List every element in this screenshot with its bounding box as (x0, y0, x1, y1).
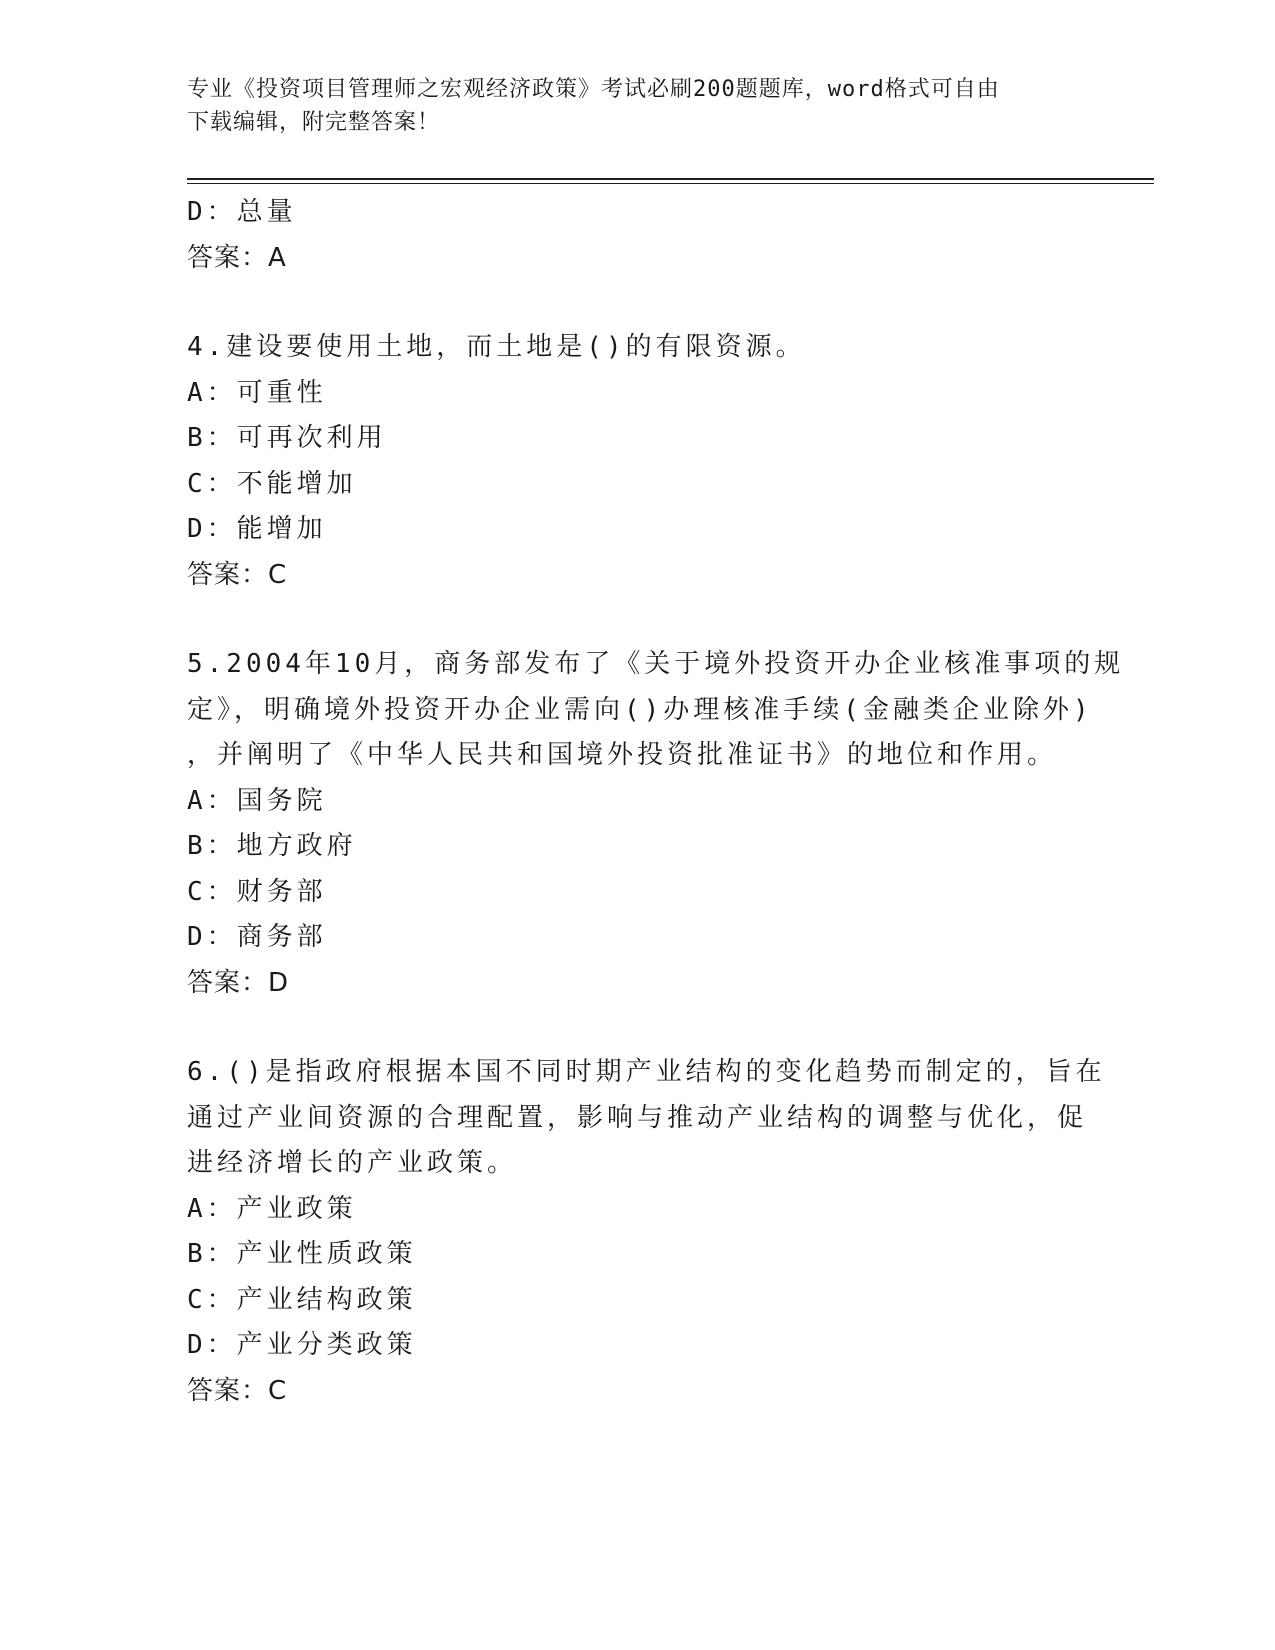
answer: 答案：C (187, 1375, 288, 1406)
question-stem-line-1: 6.()是指政府根据本国不同时期产业结构的变化趋势而制定的，旨在 (187, 1057, 1106, 1087)
question-6 (187, 1050, 1106, 1414)
header-divider-thick (187, 178, 1154, 180)
question-4 (187, 325, 1087, 598)
header-line-2: 下载编辑，附完整答案！ (187, 110, 441, 135)
question-stem-line-2: 通过产业间资源的合理配置，影响与推动产业结构的调整与优化，促 (187, 1102, 1088, 1133)
option-b: B：地方政府 (187, 831, 357, 861)
option-d: D：能增加 (187, 514, 327, 544)
spacer (187, 281, 1087, 325)
question-stem: 4.建设要使用土地，而土地是()的有限资源。 (187, 332, 806, 362)
question-stem-line-3: 进经济增长的产业政策。 (187, 1148, 518, 1178)
option-a: A：可重性 (187, 377, 327, 408)
option-b: B：可再次利用 (187, 423, 387, 453)
option-c: C：不能增加 (187, 468, 357, 499)
answer: 答案：C (187, 559, 288, 590)
spacer (187, 1006, 1087, 1050)
option-c: C：产业结构政策 (187, 1284, 417, 1315)
question-stem-line-2: 定》，明确境外投资开办企业需向()办理核准手续(金融类企业除外) (187, 694, 1093, 725)
answer: 答案：D (187, 967, 290, 998)
question-stem-line-3: ，并阐明了《中华人民共和国境外投资批准证书》的地位和作用。 (187, 740, 1058, 770)
header-line-1: 专业《投资项目管理师之宏观经济政策》考试必刷200题题库，word格式可自由 (187, 77, 1000, 102)
option-d: D：总量 (187, 197, 297, 227)
spacer (187, 598, 1087, 642)
question-stem-line-1: 5.2004年10月，商务部发布了《关于境外投资开办企业核准事项的规 (187, 649, 1125, 679)
header-divider-thin (187, 183, 1154, 184)
option-d: D：商务部 (187, 922, 327, 952)
question-5 (187, 642, 1125, 1006)
option-a: A：国务院 (187, 785, 327, 816)
option-b: B：产业性质政策 (187, 1239, 417, 1269)
answer: 答案：A (187, 242, 287, 273)
option-c: C：财务部 (187, 876, 327, 907)
page-header (187, 73, 1087, 139)
question-3-tail (187, 190, 1087, 281)
option-a: A：产业政策 (187, 1193, 357, 1224)
document-body (187, 190, 1125, 1414)
option-d: D：产业分类政策 (187, 1330, 417, 1360)
